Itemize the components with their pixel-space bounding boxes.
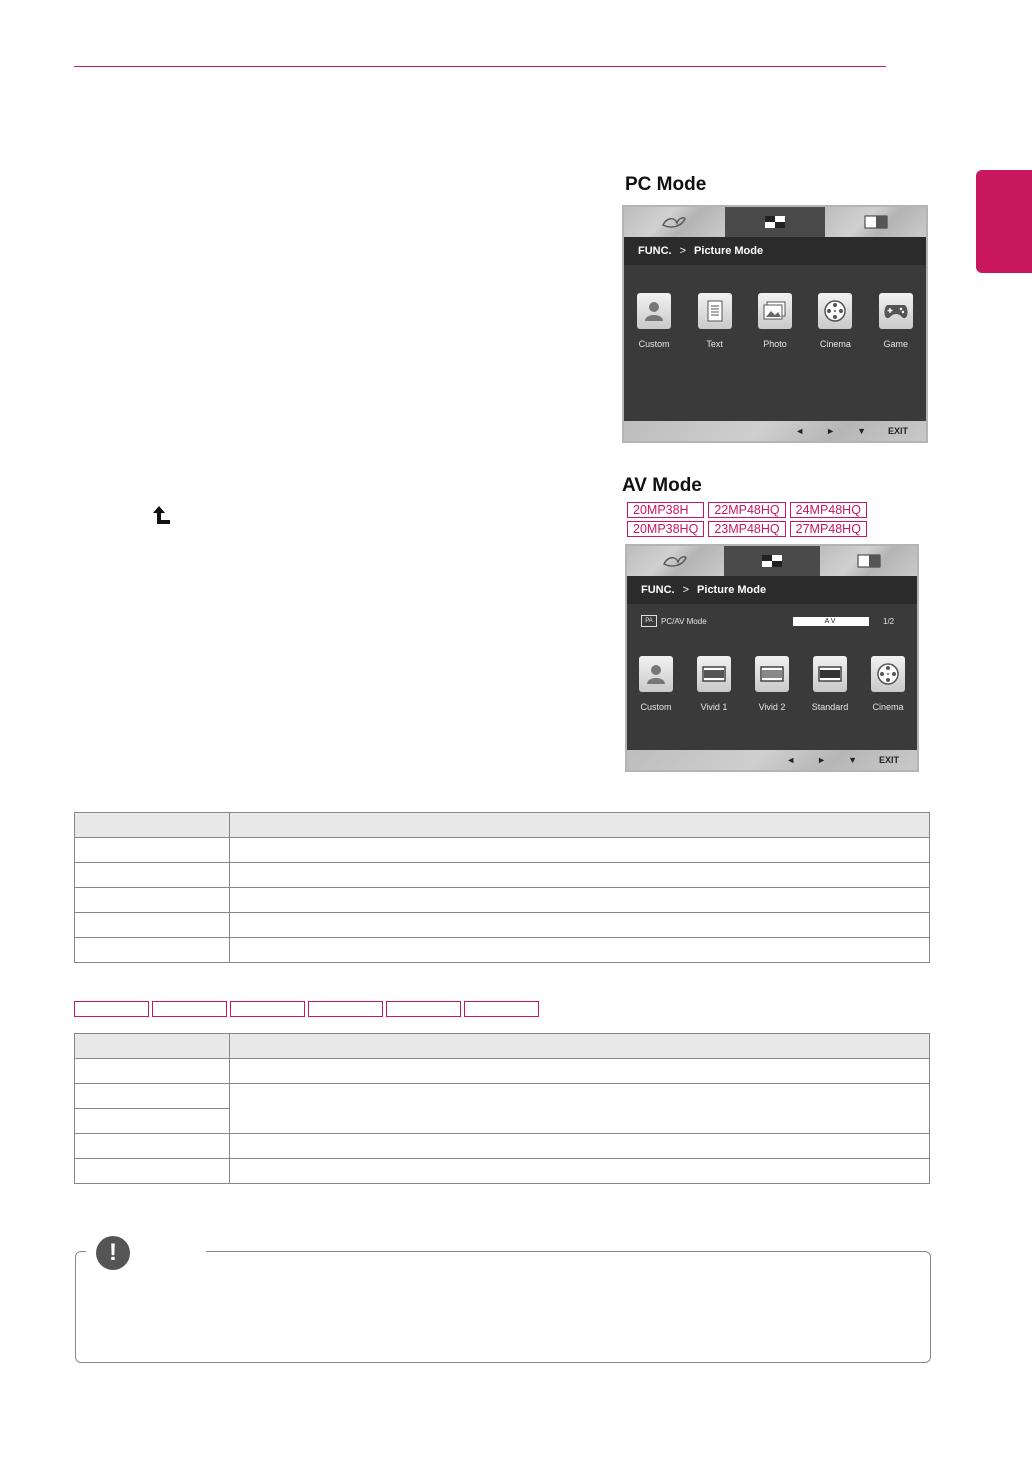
tab-picture[interactable]	[725, 207, 826, 237]
mode-text[interactable]	[687, 293, 743, 349]
model-tag-strip	[74, 1001, 539, 1017]
exit-button[interactable]: EXIT	[887, 426, 908, 436]
pc-mode-table	[74, 812, 930, 963]
osd-footer	[627, 750, 917, 770]
osd-tab-bar	[624, 207, 926, 237]
mode-cinema[interactable]	[860, 656, 916, 712]
mode-label: Game	[883, 339, 908, 349]
right-arrow-button[interactable]: ►	[817, 755, 827, 765]
mode-cinema[interactable]	[807, 293, 863, 349]
mode-label: Standard	[811, 702, 849, 712]
exclamation-icon: !	[96, 1236, 130, 1270]
mode-label: Cinema	[872, 702, 904, 712]
osd-breadcrumb	[627, 576, 917, 604]
breadcrumb-separator: >	[679, 245, 687, 257]
breadcrumb-page: Picture Mode	[697, 584, 767, 596]
page-indicator: 1/2	[883, 616, 895, 626]
mode-label: Custom	[638, 339, 670, 349]
pa-icon: PA	[641, 615, 657, 627]
model-tag-empty	[464, 1001, 539, 1017]
model-tag: 24MP48HQ	[790, 502, 867, 518]
split-screen-icon	[857, 554, 881, 568]
leaf-icon	[662, 554, 688, 568]
picture-tab-icon	[761, 554, 783, 568]
tab-layout[interactable]	[825, 207, 926, 237]
table-row	[75, 863, 930, 888]
table-row	[75, 938, 930, 963]
table-row	[75, 1134, 930, 1159]
picture-mode-options	[624, 293, 926, 349]
table-row	[75, 838, 930, 863]
mode-label: Custom	[640, 702, 672, 712]
mode-standard[interactable]	[802, 656, 858, 712]
model-tag: 27MP48HQ	[790, 521, 867, 537]
table-row	[75, 913, 930, 938]
header-rule	[74, 66, 886, 67]
table-row	[75, 1159, 930, 1184]
table-header-row	[75, 813, 930, 838]
mode-photo[interactable]	[747, 293, 803, 349]
gamepad-icon	[883, 302, 909, 320]
left-arrow-button[interactable]: ◄	[795, 426, 805, 436]
mode-game[interactable]	[868, 293, 924, 349]
right-arrow-button[interactable]: ►	[826, 426, 836, 436]
left-arrow-button[interactable]: ◄	[786, 755, 796, 765]
screen-icon	[702, 665, 726, 683]
down-arrow-button[interactable]: ▼	[857, 426, 866, 436]
pc-av-mode-label: PC/AV Mode	[661, 616, 707, 626]
film-reel-icon	[823, 299, 847, 323]
tab-picture[interactable]	[724, 546, 821, 576]
model-tag-empty	[152, 1001, 227, 1017]
model-tag: 23MP48HQ	[708, 521, 785, 537]
split-screen-icon	[864, 215, 888, 229]
model-tag: 22MP48HQ	[708, 502, 785, 518]
osd-tab-bar	[627, 546, 917, 576]
breadcrumb-page: Picture Mode	[694, 245, 764, 257]
film-reel-icon	[876, 662, 900, 686]
pc-av-mode-value[interactable]: AV	[793, 617, 869, 626]
table-row	[75, 1059, 930, 1084]
mode-label: Text	[706, 339, 723, 349]
back-arrow-icon	[152, 504, 172, 526]
mode-vivid-2[interactable]	[744, 656, 800, 712]
model-tag-empty	[230, 1001, 305, 1017]
model-tag-empty	[308, 1001, 383, 1017]
breadcrumb-separator: >	[682, 584, 690, 596]
breadcrumb-func: FUNC.	[638, 245, 672, 257]
model-tag-empty	[386, 1001, 461, 1017]
table-row	[75, 1084, 930, 1109]
mode-label: Photo	[763, 339, 787, 349]
screen-icon	[760, 665, 784, 683]
picture-tab-icon	[764, 215, 786, 229]
mode-vivid-1[interactable]	[686, 656, 742, 712]
av-mode-osd	[625, 544, 919, 772]
model-tag: 20MP38HQ	[627, 521, 704, 537]
table-header-row	[75, 1034, 930, 1059]
model-tag-empty	[74, 1001, 149, 1017]
mode-custom[interactable]	[626, 293, 682, 349]
leaf-icon	[661, 215, 687, 229]
av-mode-table	[74, 1033, 930, 1184]
note-box	[75, 1251, 931, 1363]
tab-layout[interactable]	[820, 546, 917, 576]
mode-label: Vivid 2	[758, 702, 786, 712]
mode-label: Vivid 1	[700, 702, 728, 712]
av-model-tags	[627, 502, 867, 537]
mode-custom[interactable]	[628, 656, 684, 712]
table-row	[75, 888, 930, 913]
pc-mode-title: PC Mode	[625, 174, 707, 195]
osd-breadcrumb	[624, 237, 926, 265]
person-icon	[645, 663, 667, 685]
av-mode-title: AV Mode	[622, 475, 702, 496]
side-chapter-tab	[976, 170, 1032, 273]
exit-button[interactable]: EXIT	[878, 755, 899, 765]
photo-icon	[763, 301, 787, 321]
screen-icon	[818, 665, 842, 683]
mode-label: Cinema	[819, 339, 851, 349]
tab-eco[interactable]	[624, 207, 725, 237]
down-arrow-button[interactable]: ▼	[848, 755, 857, 765]
picture-mode-options	[627, 656, 917, 712]
breadcrumb-func: FUNC.	[641, 584, 675, 596]
pc-mode-osd	[622, 205, 928, 443]
tab-eco[interactable]	[627, 546, 724, 576]
document-icon	[706, 300, 724, 322]
person-icon	[643, 300, 665, 322]
osd-footer	[624, 421, 926, 441]
model-tag: 20MP38H	[627, 502, 704, 518]
pc-av-mode-row[interactable]	[641, 614, 903, 628]
